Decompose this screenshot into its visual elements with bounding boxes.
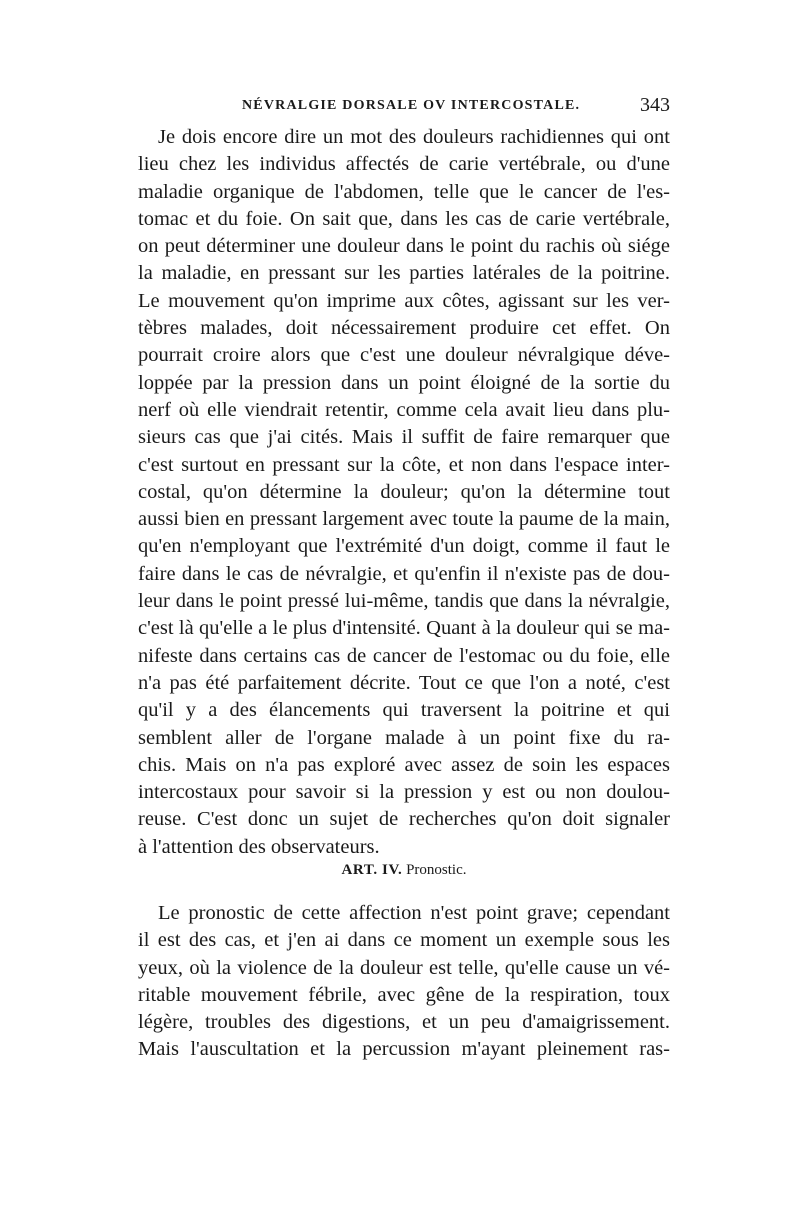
text-line: la maladie, en pressant sur les parties latérales de la poitrine. [138,262,670,285]
text-line: pourrait croire alors que c'est une douleur névralgique déve- [138,344,670,367]
text-line: Le pronostic de cette affection n'est point grave; cependant [158,902,670,924]
text-line: costal, qu'on détermine la douleur; qu'on la détermine tout [138,480,670,503]
text-line: reuse. C'est donc un sujet de recherches qu'on doit signaler [138,808,670,831]
text-line: il est des cas, et j'en ai dans ce moment un exemple sous les [138,929,670,952]
section-title: Pronostic. [406,862,467,878]
text-line: légère, troubles des digestions, et un peu d'amaigrissement. [138,1011,670,1034]
text-line: chis. Mais on n'a pas exploré avec assez de soin les espaces [138,753,670,776]
paragraph-prognosis [138,900,670,1064]
text-line: à l'attention des observateurs. [138,835,380,858]
text-line: aussi bien en pressant largement avec toute la paume de la main, [138,508,670,531]
text-line: Mais l'auscultation et la percussion m'ayant pleinement ras- [138,1038,670,1061]
page-number: 343 [640,94,670,116]
text-line: lieu chez les individus affectés de carie vertébrale, ou d'une [138,153,670,176]
text-line: nerf où elle viendrait retentir, comme cela avait lieu dans plu- [138,398,670,421]
text-line: semblent aller de l'organe malade à un point fixe du ra- [138,726,670,749]
text-line: leur dans le point pressé lui-même, tandis que dans la névralgie, [138,590,670,613]
text-line: maladie organique de l'abdomen, telle que le cancer de l'es- [138,180,670,203]
text-line: faire dans le cas de névralgie, et qu'enfin il n'existe pas de dou- [138,562,670,585]
running-head [138,94,670,118]
text-line: yeux, où la violence de la douleur est telle, qu'elle cause un vé- [138,956,670,979]
text-line: loppée par la pression dans un point éloigné de la sortie du [138,371,670,394]
section-heading [138,862,670,879]
text-line: on peut déterminer une douleur dans le point du rachis où siége [138,235,670,258]
text-line: Le mouvement qu'on imprime aux côtes, agissant sur les ver- [138,289,670,312]
text-line: Je dois encore dire un mot des douleurs rachidiennes qui ont [158,126,670,148]
text-line: ritable mouvement fébrile, avec gêne de la respiration, toux [138,983,670,1006]
running-title: NÉVRALGIE DORSALE OV INTERCOSTALE. [242,98,581,113]
text-line: c'est là qu'elle a le plus d'intensité. Quant à la douleur qui se ma- [138,617,670,640]
text-line: qu'en n'employant que l'extrémité d'un doigt, comme il faut le [138,535,670,558]
text-line: c'est surtout en pressant sur la côte, et non dans l'espace inter- [138,453,670,476]
paragraph-rachidian-pain [138,124,670,861]
text-line: n'a pas été parfaitement décrite. Tout ce que l'on a noté, c'est [138,671,670,694]
article-number: ART. IV. [341,862,403,878]
text-line: intercostaux pour savoir si la pression y est ou non doulou- [138,781,670,804]
text-line: tèbres malades, doit nécessairement produire cet effet. On [138,317,670,340]
text-line: sieurs cas que j'ai cités. Mais il suffit de faire remarquer que [138,426,670,449]
text-line: nifeste dans certains cas de cancer de l'estomac ou du foie, elle [138,644,670,667]
text-line: qu'il y a des élancements qui traversent la poitrine et qui [138,699,670,722]
text-line: tomac et du foie. On sait que, dans les cas de carie vertébrale, [138,207,670,230]
